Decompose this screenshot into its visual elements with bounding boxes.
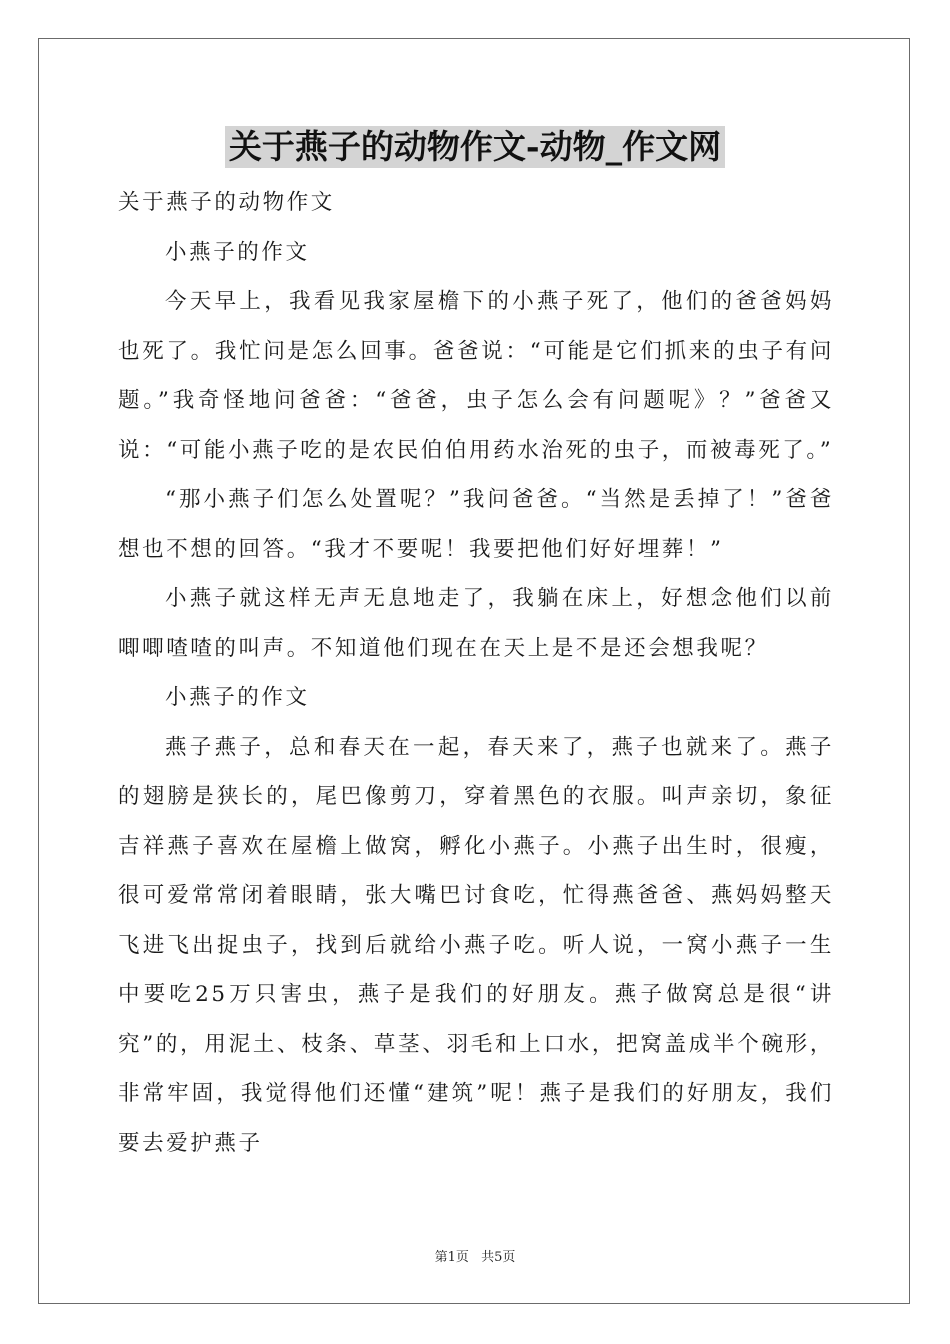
document-title: 关于燕子的动物作文-动物_作文网 bbox=[225, 126, 725, 168]
paragraph: 燕子燕子，总和春天在一起，春天来了，燕子也就来了。燕子的翅膀是狭长的，尾巴像剪刀，穿着黑色的衣服。叫声亲切，象征吉祥燕子喜欢在屋檐上做窝，孵化小燕子。小燕子出生时，很瘦，很可爱常常闭着眼睛，张大嘴巴讨食吃，忙得燕爸爸、燕妈妈整天飞进飞出捉虫子，找到后就给小燕子吃。听人说，一窝小燕子一生中要吃25万只害虫，燕子是我们的好朋友。燕子做窝总是很“讲究”的，用泥土、枝条、草茎、羽毛和上口水，把窝盖成半个碗形，非常牢固，我觉得他们还懂“建筑”呢！燕子是我们的好朋友，我们要去爱护燕子 bbox=[118, 734, 834, 1156]
document-body bbox=[118, 178, 834, 1168]
page-total: 共5页 bbox=[481, 1250, 516, 1265]
paragraph: 今天早上，我看见我家屋檐下的小燕子死了，他们的爸爸妈妈也死了。我忙问是怎么回事。爸爸说：“可能是它们抓来的虫子有问题。”我奇怪地问爸爸：“爸爸，虫子怎么会有问题呢》？”爸爸又说：“可能小燕子吃的是农民伯伯用药水治死的虫子，而被毒死了。” bbox=[118, 289, 834, 463]
title-area bbox=[0, 126, 950, 168]
paragraph: “那小燕子们怎么处置呢？”我问爸爸。“当然是丢掉了！”爸爸想也不想的回答。“我才不要呢！我要把他们好好埋葬！” bbox=[118, 487, 834, 562]
paragraph-subheading: 小燕子的作文 bbox=[165, 239, 310, 265]
paragraph-subheading: 小燕子的作文 bbox=[165, 685, 310, 710]
page-number: 第1页 bbox=[434, 1250, 469, 1265]
paragraph: 小燕子就这样无声无息地走了，我躺在床上，好想念他们以前唧唧喳喳的叫声。不知道他们现在在天上是不是还会想我呢？ bbox=[118, 586, 834, 661]
page-footer bbox=[0, 1246, 950, 1265]
paragraph-heading: 关于燕子的动物作文 bbox=[118, 190, 335, 215]
